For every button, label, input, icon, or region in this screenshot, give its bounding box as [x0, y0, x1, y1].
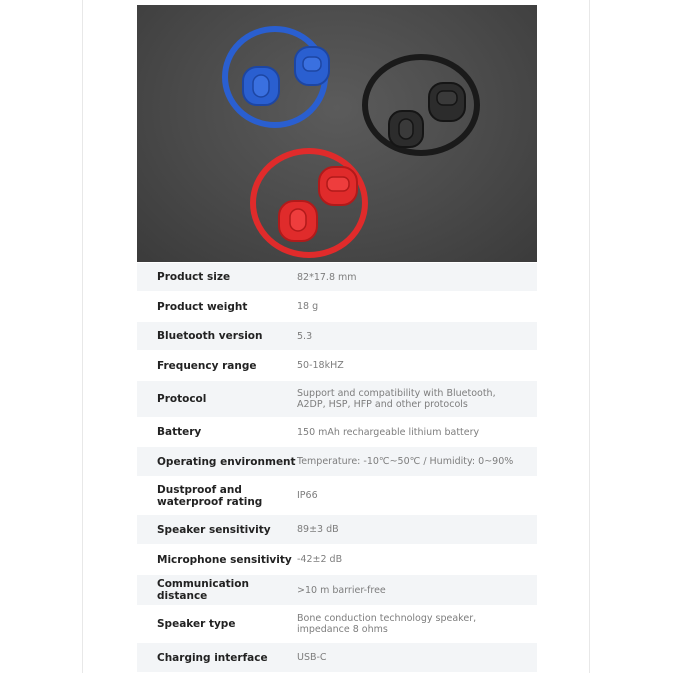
- spec-value: Bone conduction technology speaker, impedance 8 ohms: [297, 613, 477, 635]
- spec-label: Operating environment: [157, 455, 296, 468]
- spec-row-frequency-range: [137, 351, 537, 381]
- spec-label: Battery: [157, 426, 202, 438]
- black-headset: [365, 57, 477, 153]
- spec-row-charging-interface: [137, 643, 537, 673]
- spec-row-operating-environment: [137, 447, 537, 477]
- spec-value: IP66: [297, 490, 318, 501]
- spec-table: [137, 263, 537, 673]
- spec-label: Speaker type: [157, 618, 236, 630]
- red-headset: [253, 151, 365, 255]
- spec-label: Microphone sensitivity: [157, 553, 292, 566]
- spec-label: Dustproof and waterproof rating: [157, 483, 263, 508]
- spec-value: 82*17.8 mm: [297, 271, 357, 283]
- spec-label: Product weight: [157, 300, 248, 313]
- spec-label: Product size: [157, 271, 231, 283]
- spec-row-microphone-sensitivity: [137, 545, 537, 575]
- spec-value: Temperature: -10℃~50℃ / Humidity: 0~90%: [297, 456, 514, 467]
- spec-row-dustproof-rating: [137, 477, 537, 515]
- spec-label: Speaker sensitivity: [157, 523, 271, 536]
- spec-value: Support and compatibility with Bluetooth, A2DP, HSP, HFP and other protocols: [297, 388, 496, 410]
- spec-value: >10 m barrier-free: [297, 584, 386, 596]
- spec-value: 5.3: [297, 330, 313, 342]
- spec-label: Bluetooth version: [157, 330, 263, 342]
- product-photo: [137, 5, 537, 262]
- blue-headset: [225, 29, 329, 125]
- spec-row-protocol: [137, 381, 537, 418]
- spec-value: 150 mAh rechargeable lithium battery: [297, 426, 480, 438]
- spec-label: Charging interface: [157, 651, 268, 664]
- spec-value: 18 g: [297, 301, 319, 312]
- spec-row-bluetooth-version: [137, 322, 537, 351]
- spec-row-speaker-type: [137, 606, 537, 643]
- spec-label: Frequency range: [157, 359, 257, 372]
- spec-value: 50-18kHZ: [297, 360, 344, 371]
- spec-row-product-weight: [137, 292, 537, 322]
- spec-value: USB-C: [297, 652, 327, 663]
- spec-label: Communication distance: [157, 578, 249, 602]
- spec-value: 89±3 dB: [297, 524, 339, 535]
- spec-row-product-size: [137, 263, 537, 292]
- spec-label: Protocol: [157, 393, 207, 405]
- spec-row-battery: [137, 418, 537, 447]
- bone-conduction-headphones-image: [137, 5, 537, 262]
- spec-value: -42±2 dB: [297, 554, 343, 565]
- spec-row-speaker-sensitivity: [137, 515, 537, 545]
- spec-row-communication-distance: [137, 575, 537, 606]
